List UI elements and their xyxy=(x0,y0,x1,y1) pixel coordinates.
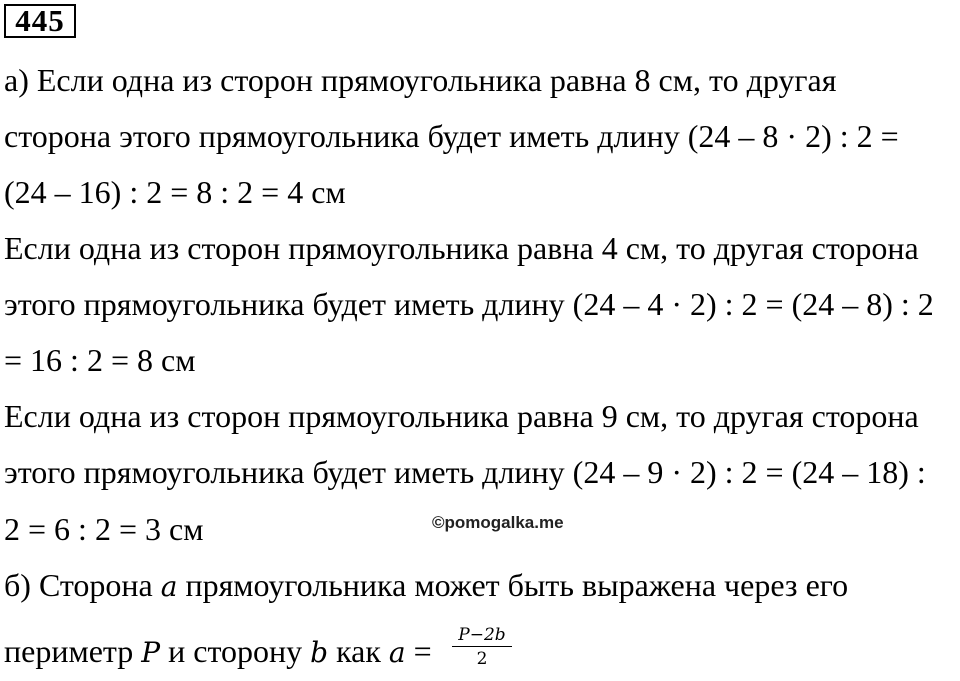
fraction-numerator: P−2b xyxy=(458,625,506,645)
text-line-9: 2 = 6 : 2 = 3 см xyxy=(4,511,204,547)
text-line-5: этого прямоугольника будет иметь длину (24 – 4 · 2) : 2 = (24 – 8) : 2 xyxy=(4,286,934,322)
fraction-denominator: 2 xyxy=(476,649,488,669)
text-line-4: Если одна из сторон прямоугольника равна 4 см, то другая сторона xyxy=(4,230,919,266)
part-b-line-2 xyxy=(4,633,432,671)
part-b-text: и сторону xyxy=(160,633,311,669)
variable-a: a xyxy=(160,570,178,603)
part-b-text: прямоугольника может быть выражена через его xyxy=(177,567,849,603)
text-line-6: = 16 : 2 = 8 см xyxy=(4,342,196,378)
part-b-text: как xyxy=(328,633,389,669)
part-b-line-1 xyxy=(4,567,848,605)
part-b-text: периметр xyxy=(4,633,142,669)
text-line-3: (24 – 16) : 2 = 8 : 2 = 4 см xyxy=(4,174,346,210)
problem-number: 445 xyxy=(4,4,76,38)
text-line-1: а) Если одна из сторон прямоугольника равна 8 см, то другая xyxy=(4,62,837,98)
text-line-2: сторона этого прямоугольника будет иметь длину (24 – 8 · 2) : 2 = xyxy=(4,118,899,154)
formula-fraction xyxy=(450,624,514,671)
variable-b: b xyxy=(310,636,329,669)
text-line-7: Если одна из сторон прямоугольника равна 9 см, то другая сторона xyxy=(4,398,919,434)
text-line-8: этого прямоугольника будет иметь длину (24 – 9 · 2) : 2 = (24 – 18) : xyxy=(4,454,926,490)
watermark: ©pomogalka.me xyxy=(432,513,564,532)
part-b-text: б) Сторона xyxy=(4,567,161,603)
variable-P: P xyxy=(141,636,161,669)
equals-sign: = xyxy=(405,633,432,669)
variable-a: a xyxy=(388,636,406,669)
